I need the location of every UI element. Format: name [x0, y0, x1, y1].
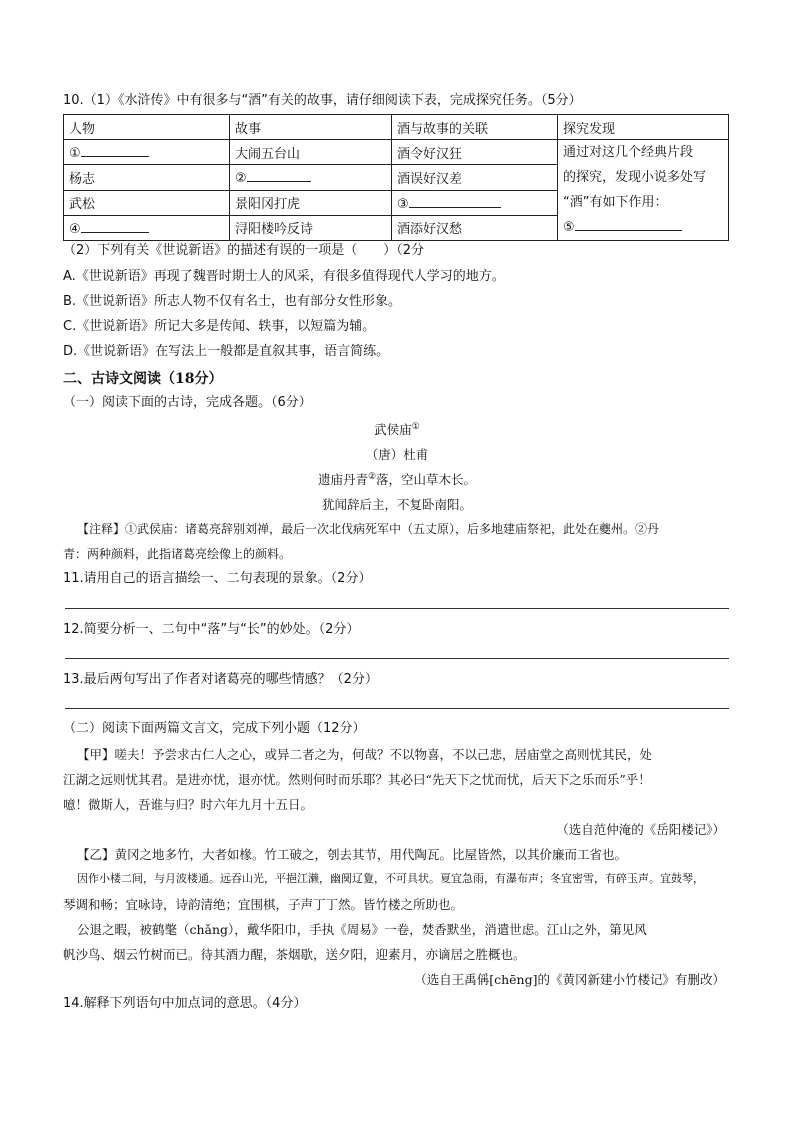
- answer-line[interactable]: [65, 708, 729, 709]
- poem-note: 【注释】①武侯庙：诸葛亮辞别刘禅，最后一次北伐病死军中（五丈原），后多地建庙祭祀，此处在夔州。②丹: [77, 522, 660, 536]
- poem-author: （唐）杜甫: [365, 447, 429, 462]
- jia-text: 【甲】嗟夫！予尝求古仁人之心，或异二者之为，何哉？不以物喜，不以己悲，居庙堂之高则忧其民，处: [77, 747, 653, 762]
- yi-text: 琴调和畅；宜咏诗，诗韵清绝；宜围棋，子声丁丁然。皆竹楼之所助也。: [63, 897, 464, 912]
- table-row: [64, 140, 729, 165]
- q10-sub2: （2）下列有关《世说新语》的描述有误的一项是（ ）（2分: [63, 243, 425, 258]
- q11: 11.请用自己的语言描绘一、二句表现的景象。（2分）: [63, 571, 372, 586]
- table-header-row: [64, 115, 729, 140]
- option-a: A.《世说新语》再现了魏晋时期士人的风采，有很多值得现代人学习的地方。: [63, 269, 505, 284]
- header-cell: 探究发现: [558, 115, 729, 140]
- table-cell: 景阳冈打虎: [230, 190, 392, 215]
- answer-blank[interactable]: [575, 217, 682, 231]
- yi-text: 公退之暇，被鹤氅（chǎng），戴华阳巾，手执《周易》一卷，焚香默坐，消遣世虑。江山之外，第见风: [77, 922, 647, 937]
- table-cell: 杨志: [64, 165, 230, 190]
- jia-text: 噫！微斯人，吾谁与归？时六年九月十五日。: [63, 797, 314, 812]
- yi-text: 【乙】黄冈之地多竹，大者如椽。竹工破之，刳去其节，用代陶瓦。比屋皆然，以其价廉而工省也。: [77, 847, 628, 862]
- option-d: D.《世说新语》在写法上一般都是直叙其事，语言简练。: [63, 344, 390, 359]
- table-cell: 浔阳楼吟反诗: [230, 215, 392, 240]
- option-b: B.《世说新语》所志人物不仅有名士，也有部分女性形象。: [63, 294, 402, 309]
- table-cell: 酒添好汉愁: [392, 215, 558, 240]
- answer-blank[interactable]: [81, 219, 149, 233]
- table-cell: 大闹五台山: [230, 140, 392, 165]
- jia-text: 江湖之远则忧其君。是进亦忧，退亦忧。然则何时而乐耶？其必曰“先天下之忧而忧，后天下之乐而乐”乎！: [63, 772, 651, 787]
- yi-text: 因作小楼二间，与月波楼通。远吞山光，平挹江濑，幽阒辽夐，不可具状。夏宜急雨，有瀑布声；冬宜密雪，有碎玉声。宜鼓琴，: [77, 872, 704, 885]
- finding-cell: 通过对这几个经典片段 的探究，发现小说多处写 “酒”有如下作用： ⑤: [558, 140, 729, 241]
- header-cell: 人物: [64, 115, 230, 140]
- poem-note-cont: 青：两种颜料，此指诸葛亮绘像上的颜料。: [63, 547, 292, 561]
- answer-blank[interactable]: [247, 168, 311, 182]
- option-c: C.《世说新语》所记大多是传闻、轶事，以短篇为辅。: [63, 319, 376, 334]
- table-cell: ④: [64, 215, 230, 240]
- answer-blank[interactable]: [409, 194, 501, 208]
- jia-source: （选自范仲淹的《岳阳楼记》）: [556, 822, 725, 837]
- table-cell: ③: [392, 190, 558, 215]
- poem-line-2: 犹闻辞后主，不复卧南阳。: [321, 497, 472, 512]
- table-cell: ①: [64, 140, 230, 165]
- header-cell: 酒与故事的关联: [392, 115, 558, 140]
- header-cell: 故事: [230, 115, 392, 140]
- section-heading: 二、古诗文阅读（18分）: [63, 371, 223, 387]
- yi-source: （选自王禹偁[chēng]的《黄冈新建小竹楼记》有删改）: [414, 972, 725, 987]
- q14: 14.解释下列语句中加点词的意思。（4分）: [63, 996, 307, 1011]
- part2-heading: （二）阅读下面两篇文言文，完成下列小题（12分）: [63, 721, 366, 736]
- part1-heading: （一）阅读下面的古诗，完成各题。（6分）: [63, 395, 312, 410]
- table-cell: 酒误好汉差: [392, 165, 558, 190]
- table-cell: 武松: [64, 190, 230, 215]
- answer-line[interactable]: [65, 658, 729, 659]
- poem-title: 武侯庙①: [374, 421, 420, 437]
- yi-text: 帆沙鸟、烟云竹树而已。待其酒力醒，茶烟歇，送夕阳，迎素月，亦谪居之胜概也。: [63, 947, 526, 962]
- q12: 12.简要分析一、二句中“落”与“长”的妙处。（2分）: [63, 622, 360, 637]
- answer-blank[interactable]: [81, 143, 149, 157]
- q13: 13.最后两句写出了作者对诸葛亮的哪些情感？（2分）: [63, 672, 378, 687]
- table-cell: ②: [230, 165, 392, 190]
- wine-story-table: [63, 114, 729, 241]
- answer-line[interactable]: [65, 608, 729, 609]
- poem-line-1: 遗庙丹青②落，空山草木长。: [317, 471, 477, 487]
- q10-title: 10.（1）《水浒传》中有很多与“酒”有关的故事，请仔细阅读下表，完成探究任务。（5分）: [63, 93, 582, 108]
- table-cell: 酒令好汉狂: [392, 140, 558, 165]
